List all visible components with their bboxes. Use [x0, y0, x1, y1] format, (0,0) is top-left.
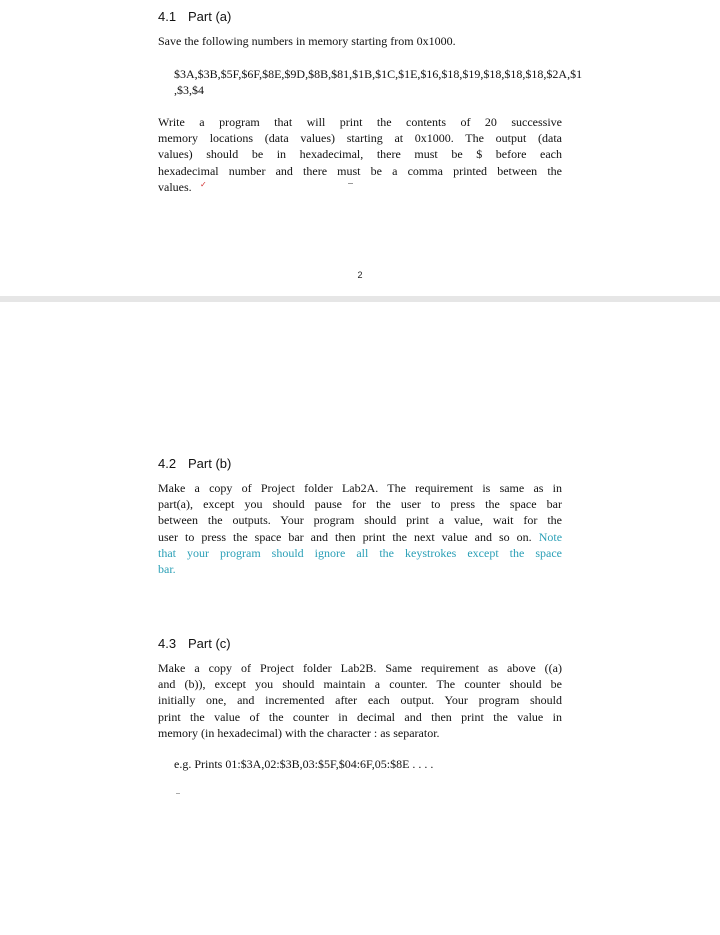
section-number: 4.1	[158, 9, 177, 24]
paragraph-line: initially one, and incremented after each output. Your program should	[158, 693, 562, 708]
note-text: Note	[538, 529, 563, 544]
paragraph-line: Write a program that will print the contents of 20 successive	[158, 115, 562, 129]
paragraph-line: and (b)), except you should maintain a counter. The counter should be	[158, 677, 562, 692]
paragraph-line: print the value of the counter in decimal and then print the value in	[158, 709, 562, 724]
section-number: 4.3	[158, 636, 177, 651]
section-title: Part (b)	[188, 456, 232, 471]
numbers-list-line-2: ,$3,$4	[174, 83, 204, 97]
paragraph-line: part(a), except you should pause for the user to press the space bar	[158, 497, 562, 512]
numbers-list-line-1: $3A,$3B,$5F,$6F,$8E,$9D,$8B,$81,$1B,$1C,$1E,$16,$18,$19,$18,$18,$18,$2A,$1	[174, 67, 583, 81]
section-title: Part (c)	[188, 636, 231, 651]
section-number: 4.2	[158, 456, 177, 471]
paragraph-line: Make a copy of Project folder Lab2B. Same requirement as above ((a)	[158, 661, 562, 675]
intro-text: Save the following numbers in memory starting from 0x1000.	[158, 34, 456, 48]
section-heading-part-a	[158, 9, 231, 24]
paragraph-line: hexadecimal number and there must be a comma printed between the	[158, 163, 562, 178]
part-c-paragraph	[158, 660, 562, 741]
document-page-1	[0, 0, 720, 296]
paragraph-line: values) should be in hexadecimal, there must be $ before each	[158, 147, 562, 162]
part-b-paragraph	[158, 480, 562, 577]
note-line: bar.	[158, 562, 176, 577]
note-line: that your program should ignore all the keystrokes except the space	[158, 545, 562, 560]
paragraph-line: Make a copy of Project folder Lab2A. The requirement is same as in	[158, 481, 562, 495]
document-page-2	[0, 302, 720, 935]
paragraph-line	[158, 529, 562, 545]
example-text: e.g. Prints 01:$3A,02:$3B,03:$5F,$04:6F,05:$8E . . . .	[174, 757, 434, 771]
paragraph-line: values.	[158, 179, 192, 194]
paragraph-line: memory (in hexadecimal) with the character : as separator.	[158, 725, 440, 740]
stray-mark	[176, 793, 180, 794]
paragraph-line: memory locations (data values) starting at 0x1000. The output (data	[158, 131, 562, 146]
paragraph-text: user to press the space bar and then print the next value and so on.	[158, 529, 532, 544]
section-heading-part-c	[158, 636, 231, 651]
red-ink-mark-icon: ✓	[200, 180, 207, 189]
part-a-paragraph	[158, 114, 562, 195]
section-heading-part-b	[158, 456, 231, 471]
section-title: Part (a)	[188, 9, 232, 24]
stray-mark	[348, 183, 353, 184]
page-number: 2	[357, 270, 363, 280]
paragraph-line: between the outputs. Your program should print a value, wait for the	[158, 513, 562, 528]
